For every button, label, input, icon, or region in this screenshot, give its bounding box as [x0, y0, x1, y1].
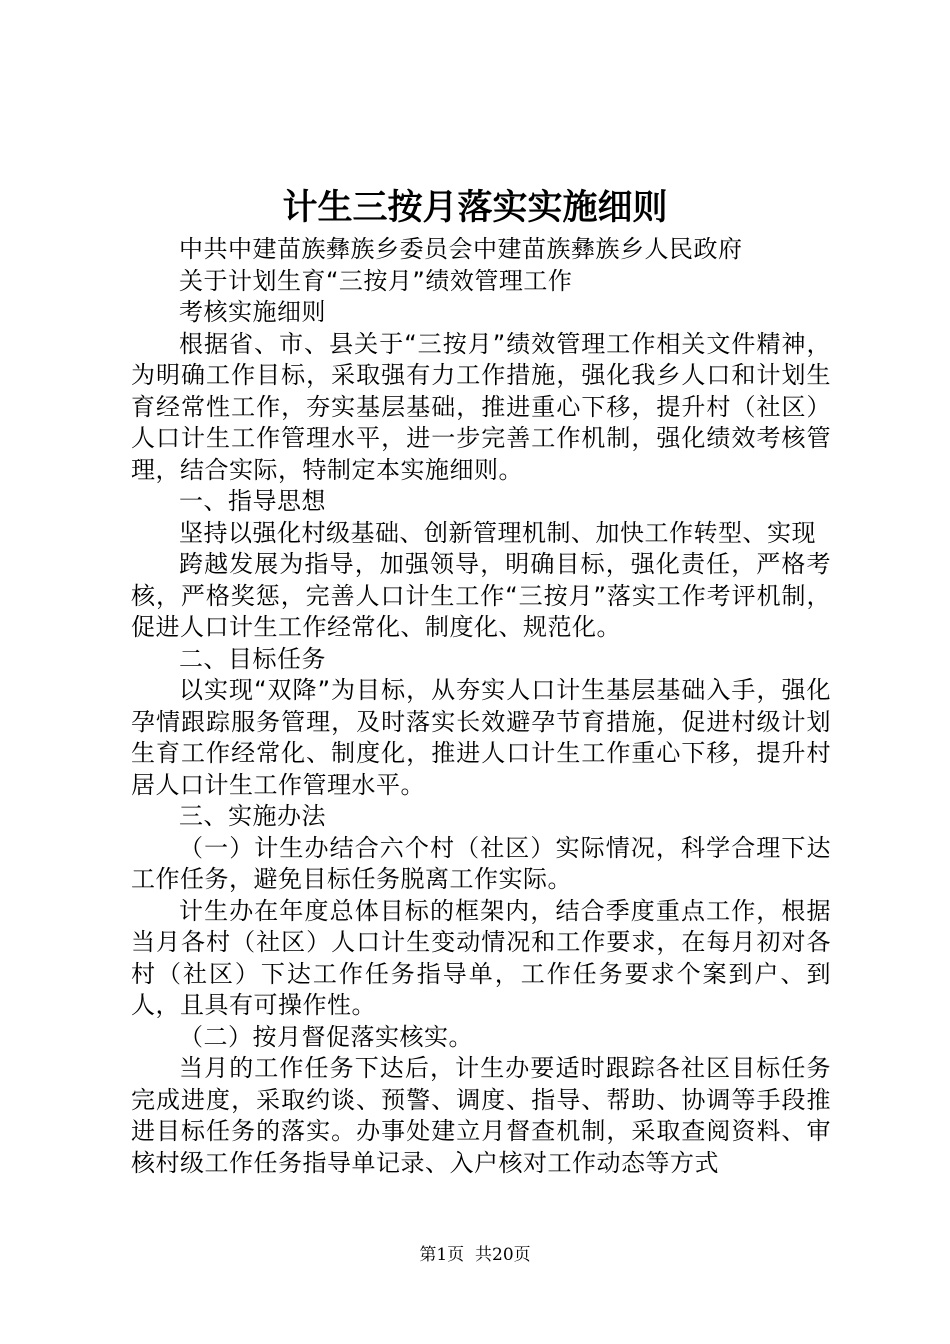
paragraph-method-1-detail: 计生办在年度总体目标的框架内，结合季度重点工作，根据当月各村（社区）人口计生变动情况和工作要求，在每月初对各村（社区）下达工作任务指导单，工作任务要求个案到户、到人，且具有可操作性。	[131, 896, 831, 1019]
paragraph-method-2-detail: 当月的工作任务下达后，计生办要适时跟踪各社区目标任务完成进度，采取约谈、预警、调度、指导、帮助、协调等手段推进目标任务的落实。办事处建立月督查机制，采取查阅资料、审核村级工作任务指导单记录、入户核对工作动态等方式	[131, 1054, 831, 1177]
page-footer	[0, 1243, 950, 1267]
paragraph-method-2: （二）按月督促落实核实。	[179, 1022, 473, 1051]
page-total: 共20页	[475, 1245, 531, 1265]
heading-guiding-thought: 一、指导思想	[179, 487, 326, 515]
page-number: 第1页	[419, 1245, 465, 1265]
paragraph-guiding-1: 坚持以强化村级基础、创新管理机制、加快工作转型、实现	[179, 518, 816, 547]
document-title: 计生三按月落实实施细则	[282, 187, 668, 228]
heading-goals: 二、目标任务	[179, 644, 326, 673]
paragraph-method-1: （一）计生办结合六个村（社区）实际情况，科学合理下达工作任务，避免目标任务脱离工作实际。	[131, 833, 831, 893]
paragraph-goals: 以实现“双降”为目标，从夯实人口计生基层基础入手，强化孕情跟踪服务管理，及时落实长效避孕节育措施，促进村级计划生育工作经常化、制度化，推进人口计生工作重心下移，提升村居人口计生工作管理水平。	[131, 676, 831, 799]
document-body	[131, 234, 831, 1179]
paragraph-issuer: 中共中建苗族彝族乡委员会中建苗族彝族乡人民政府	[179, 235, 743, 263]
heading-methods: 三、实施办法	[179, 802, 326, 830]
paragraph-doc-name: 考核实施细则	[179, 298, 326, 326]
paragraph-guiding-2: 跨越发展为指导，加强领导，明确目标，强化责任，严格考核，严格奖惩，完善人口计生工作“三按月”落实工作考评机制，促进人口计生工作经常化、制度化、规范化。	[131, 550, 831, 641]
paragraph-subject: 关于计划生育“三按月”绩效管理工作	[179, 266, 573, 295]
paragraph-intro: 根据省、市、县关于“三按月”绩效管理工作相关文件精神，为明确工作目标，采取强有力工作措施，强化我乡人口和计划生育经常性工作，夯实基层基础，推进重心下移，提升村（社区）人口计生工作管理水平，进一步完善工作机制，强化绩效考核管理，结合实际，特制定本实施细则。	[131, 329, 831, 484]
